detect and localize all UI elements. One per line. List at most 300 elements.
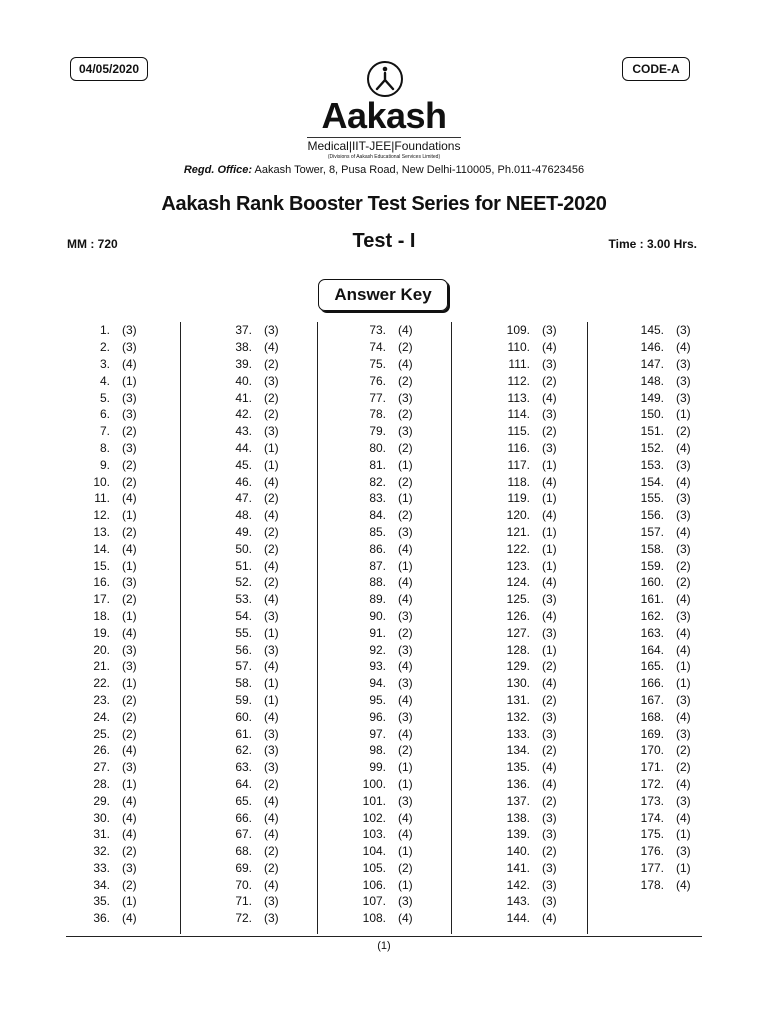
answer-option: (2) [676,760,691,775]
answer-option: (4) [264,877,279,892]
answer-row [92,423,137,440]
brand-divider [307,137,461,138]
answer-option: (4) [398,810,413,825]
answer-option: (2) [542,659,557,674]
column-divider [451,322,452,934]
question-number: 155. [640,491,664,506]
answer-option: (3) [264,642,279,657]
test-number: Test - I [352,230,416,252]
answer-option: (1) [542,541,557,556]
answer-row [92,809,137,826]
answer-option: (2) [122,692,137,707]
answer-option: (4) [264,474,279,489]
question-number: 74. [369,340,386,355]
question-number: 176. [640,844,664,859]
answer-row [498,456,557,473]
answer-row [92,860,137,877]
answer-option: (1) [398,760,413,775]
question-number: 100. [362,776,386,791]
question-number: 104. [362,844,386,859]
question-number: 3. [99,356,110,371]
question-number: 118. [507,474,530,489]
answer-row [92,910,137,927]
answer-row [498,557,557,574]
question-number: 120. [506,508,530,523]
regd-address: Aakash Tower, 8, Pusa Road, New Delhi-110005, Ph.011-47623456 [254,164,585,176]
question-number: 165. [640,659,664,674]
question-number: 56. [235,642,252,657]
question-number: 150. [640,407,664,422]
answer-row [360,406,413,423]
answer-row [498,658,557,675]
question-number: 82. [369,474,386,489]
answer-option: (3) [122,340,137,355]
answer-column [360,322,413,934]
question-number: 152. [640,440,664,455]
question-number: 90. [369,608,386,623]
answer-row [360,507,413,524]
answer-row [498,473,557,490]
question-number: 103. [362,827,386,842]
answer-option: (3) [122,440,137,455]
question-number: 91. [369,625,386,640]
answer-row [92,440,137,457]
question-number: 115. [507,424,530,439]
answer-option: (4) [676,709,691,724]
answer-row [226,843,279,860]
answer-row [360,860,413,877]
answer-row [498,826,557,843]
answer-row [226,860,279,877]
answer-row [498,423,557,440]
answer-option: (2) [264,575,279,590]
answer-row [226,876,279,893]
answer-row [226,742,279,759]
answer-option: (1) [398,877,413,892]
answer-row [226,826,279,843]
answer-row [226,356,279,373]
answer-option: (4) [264,709,279,724]
answer-option: (4) [676,776,691,791]
column-divider [587,322,588,934]
answer-row [92,574,137,591]
answer-option: (3) [122,575,137,590]
answer-row [92,339,137,356]
answer-option: (1) [542,524,557,539]
question-number: 128. [506,642,530,657]
question-number: 62. [235,743,252,758]
aakash-logo-icon [366,60,404,98]
question-number: 26. [93,743,110,758]
answer-option: (4) [264,592,279,607]
answer-row [226,658,279,675]
question-number: 162. [640,608,664,623]
answer-option: (4) [542,390,557,405]
question-number: 127. [506,625,530,640]
answer-option: (4) [542,776,557,791]
answer-row [92,322,137,339]
answer-option: (1) [264,440,279,455]
question-number: 25. [93,726,110,741]
answer-option: (4) [676,440,691,455]
question-number: 169. [640,726,664,741]
answer-option: (4) [122,491,137,506]
answer-option: (3) [264,726,279,741]
answer-option: (3) [676,541,691,556]
regd-label: Regd. Office: [183,164,253,176]
question-number: 48. [235,508,252,523]
question-number: 84. [369,508,386,523]
answer-column [630,322,691,934]
answer-option: (2) [398,860,413,875]
question-number: 37. [235,323,252,338]
answer-option: (3) [264,894,279,909]
answer-option: (3) [676,323,691,338]
answer-row [498,742,557,759]
question-number: 49. [235,524,252,539]
answer-option: (2) [264,390,279,405]
answer-row [92,490,137,507]
question-number: 144. [506,911,530,926]
answer-option: (1) [398,491,413,506]
question-number: 106. [362,877,386,892]
date-badge: 04/05/2020 [70,57,148,81]
answer-option: (3) [542,356,557,371]
question-number: 119. [507,491,530,506]
answer-option: (2) [398,743,413,758]
answer-row [226,759,279,776]
answer-option: (3) [264,424,279,439]
question-number: 71. [235,894,252,909]
question-number: 132. [506,709,530,724]
question-number: 113. [507,390,530,405]
question-number: 57. [235,659,252,674]
answer-option: (4) [122,793,137,808]
answer-option: (1) [676,676,691,691]
answer-row [360,776,413,793]
answer-option: (2) [676,558,691,573]
answer-option: (3) [542,625,557,640]
question-number: 164. [640,642,664,657]
question-number: 13. [93,524,110,539]
answer-row [226,389,279,406]
answer-option: (4) [398,911,413,926]
question-number: 161. [640,592,664,607]
answer-row [226,339,279,356]
question-number: 8. [99,440,110,455]
question-number: 121. [506,524,530,539]
answer-option: (3) [676,390,691,405]
answer-option: (1) [122,508,137,523]
answer-row [226,893,279,910]
question-number: 173. [640,793,664,808]
question-number: 12. [93,508,110,523]
answer-row [360,473,413,490]
answer-option: (1) [542,491,557,506]
answer-row [360,557,413,574]
answer-row [226,490,279,507]
answer-row [360,356,413,373]
answer-option: (4) [398,541,413,556]
question-number: 38. [235,340,252,355]
answer-option: (3) [122,760,137,775]
answer-option: (2) [542,373,557,388]
question-number: 43. [235,424,252,439]
duration: Time : 3.00 Hrs. [608,237,697,251]
answer-option: (4) [542,575,557,590]
answer-option: (3) [264,911,279,926]
question-number: 7. [99,424,110,439]
question-number: 153. [640,457,664,472]
answer-option: (3) [676,491,691,506]
question-number: 36. [93,911,110,926]
answer-row [630,826,691,843]
question-number: 108. [362,911,386,926]
answer-option: (2) [122,877,137,892]
answer-row [630,524,691,541]
answer-option: (4) [676,642,691,657]
answer-option: (4) [542,508,557,523]
answer-option: (4) [122,911,137,926]
page-title: Aakash Rank Booster Test Series for NEET-2020 [161,193,607,215]
answer-row [360,524,413,541]
answer-row [630,624,691,641]
answer-row [630,322,691,339]
answer-option: (4) [264,659,279,674]
answer-row [92,675,137,692]
answer-option: (4) [542,911,557,926]
answer-row [360,809,413,826]
question-number: 53. [235,592,252,607]
answer-option: (3) [122,407,137,422]
answer-row [498,910,557,927]
answer-option: (3) [542,592,557,607]
question-number: 45. [235,457,252,472]
answer-option: (1) [398,558,413,573]
answer-option: (1) [542,457,557,472]
question-number: 138. [506,810,530,825]
answer-option: (3) [398,793,413,808]
question-number: 122. [506,541,530,556]
question-number: 135. [506,760,530,775]
question-number: 4. [99,373,110,388]
question-number: 24. [93,709,110,724]
answer-row [360,339,413,356]
answer-option: (3) [542,323,557,338]
question-number: 81. [369,457,386,472]
question-number: 47. [235,491,252,506]
question-number: 87. [369,558,386,573]
question-number: 67. [235,827,252,842]
answer-row [498,675,557,692]
answer-option: (1) [122,373,137,388]
answer-column [226,322,279,934]
answer-row [226,608,279,625]
question-number: 69. [235,860,252,875]
question-number: 11. [94,491,110,506]
answer-option: (1) [264,676,279,691]
answer-row [498,809,557,826]
answer-row [92,473,137,490]
answer-row [630,876,691,893]
question-number: 125. [506,592,530,607]
page-number: (1) [377,940,391,952]
answer-row [226,473,279,490]
answer-row [360,843,413,860]
answer-row [360,423,413,440]
answer-row [498,893,557,910]
column-divider [317,322,318,934]
answer-row [498,792,557,809]
answer-option: (2) [398,440,413,455]
answer-row [360,591,413,608]
question-number: 88. [369,575,386,590]
answer-row [630,406,691,423]
answer-row [360,826,413,843]
question-number: 178. [640,877,664,892]
answer-option: (4) [122,625,137,640]
answer-row [498,843,557,860]
answer-row [92,456,137,473]
answer-row [92,658,137,675]
answer-row [360,910,413,927]
question-number: 10. [93,474,110,489]
question-number: 75. [369,356,386,371]
answer-option: (4) [676,340,691,355]
question-number: 22. [93,676,110,691]
answer-option: (4) [676,625,691,640]
answer-row [630,843,691,860]
answer-option: (4) [676,810,691,825]
answer-row [226,440,279,457]
question-number: 136. [506,776,530,791]
question-number: 123. [506,558,530,573]
question-number: 147. [640,356,664,371]
answer-option: (4) [122,743,137,758]
answer-row [630,641,691,658]
answer-option: (1) [122,676,137,691]
answer-row [92,641,137,658]
question-number: 27. [93,760,110,775]
question-number: 143. [506,894,530,909]
question-number: 160. [640,575,664,590]
answer-row [360,608,413,625]
question-number: 168. [640,709,664,724]
answer-option: (4) [398,575,413,590]
answer-row [498,591,557,608]
answer-option: (4) [676,877,691,892]
answer-row [92,507,137,524]
question-number: 83. [369,491,386,506]
question-number: 134. [506,743,530,758]
question-number: 93. [369,659,386,674]
question-number: 85. [369,524,386,539]
question-number: 133. [506,726,530,741]
answer-row [630,608,691,625]
answer-option: (3) [676,793,691,808]
answer-option: (2) [542,844,557,859]
question-number: 107. [362,894,386,909]
question-number: 151. [640,424,664,439]
answer-row [360,658,413,675]
answer-row [630,675,691,692]
answer-option: (1) [264,625,279,640]
answer-row [92,843,137,860]
answer-row [92,356,137,373]
answer-row [498,759,557,776]
question-number: 59. [235,692,252,707]
answer-option: (3) [542,894,557,909]
question-number: 23. [93,692,110,707]
answer-option: (3) [676,844,691,859]
question-number: 101. [362,793,386,808]
answer-option: (3) [542,407,557,422]
answer-option: (3) [676,726,691,741]
answer-option: (3) [122,390,137,405]
answer-row [226,776,279,793]
question-number: 34. [93,877,110,892]
answer-option: (2) [264,860,279,875]
question-number: 156. [640,508,664,523]
answer-option: (2) [264,407,279,422]
answer-option: (3) [398,608,413,623]
answer-row [92,624,137,641]
answer-row [360,540,413,557]
answer-option: (3) [398,424,413,439]
answer-row [498,860,557,877]
answer-option: (3) [676,356,691,371]
question-number: 99. [369,760,386,775]
answer-row [226,809,279,826]
answer-option: (4) [264,827,279,842]
registered-office [0,164,768,176]
question-number: 163. [640,625,664,640]
answer-row [226,641,279,658]
question-number: 44. [235,440,252,455]
answer-option: (2) [122,424,137,439]
column-divider [180,322,181,934]
answer-row [92,742,137,759]
answer-row [360,725,413,742]
question-number: 65. [235,793,252,808]
answer-option: (4) [398,726,413,741]
answer-row [360,792,413,809]
answer-option: (2) [264,491,279,506]
answer-option: (1) [122,558,137,573]
question-number: 18. [93,608,110,623]
answer-option: (4) [398,659,413,674]
answer-row [92,372,137,389]
answer-option: (4) [122,541,137,556]
question-number: 63. [235,760,252,775]
answer-row [92,557,137,574]
answer-row [498,708,557,725]
answer-row [630,776,691,793]
question-number: 114. [507,407,530,422]
answer-row [630,423,691,440]
question-number: 28. [93,776,110,791]
question-number: 31. [93,827,110,842]
answer-row [226,372,279,389]
answer-option: (4) [542,760,557,775]
answer-row [498,608,557,625]
answer-option: (4) [676,474,691,489]
answer-option: (3) [542,709,557,724]
answer-option: (3) [676,508,691,523]
answer-row [360,389,413,406]
answer-row [498,322,557,339]
answer-row [360,759,413,776]
